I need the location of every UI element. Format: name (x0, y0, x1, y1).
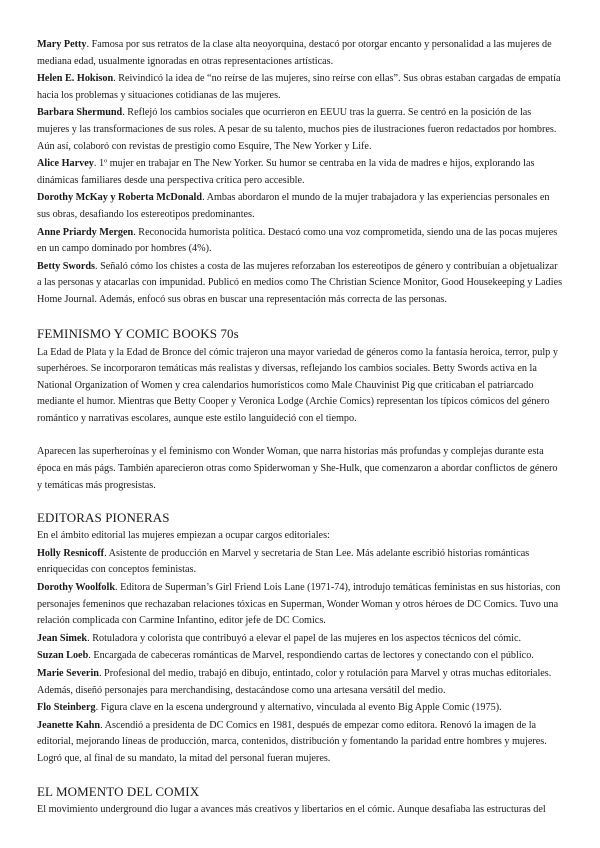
entry-jeanette-kahn (37, 718, 564, 768)
entry-text: . Figura clave en la escena underground y alternativo, vinculada al evento Big Apple Comic (1975). (95, 702, 502, 714)
entry-name: Betty Swords (37, 260, 96, 272)
feminismo-paragraph-2: Aparecen las superheroínas y el feminismo con Wonder Woman, que narra historias más profundas y complejas durante esta época en más págs. También aparecieron otras como Spiderwoman y She-Hulk, que comenzaron a abordar conflictos de género y temáticas más progresistas. (37, 446, 558, 491)
entry-marie-severin (37, 666, 564, 699)
entry-helen-hokison (37, 71, 564, 104)
entry-dorothy-woolfolk (37, 580, 564, 630)
entry-name: Dorothy Woolfolk (37, 582, 116, 594)
intro-entries (37, 37, 564, 309)
entry-alice-harvey (37, 156, 564, 189)
entry-betty-swords (37, 259, 564, 309)
entry-text: . 1º mujer en trabajar en The New Yorker. Su humor se centraba en la vida de madres e hijos, explorando las dinámicas familiares desde una perspectiva crítica pero accesible. (37, 158, 535, 186)
entry-text: . Famosa por sus retratos de la clase alta neoyorquina, destacó por otorgar encanto y personalidad a las mujeres de mediana edad, usualmente ignoradas en otras representaciones artísticas. (37, 39, 552, 67)
entry-name: Holly Resnicoff (37, 547, 105, 559)
entry-name: Helen E. Hokison (37, 73, 114, 85)
entry-name: Mary Petty (37, 39, 87, 50)
section-title-feminismo: FEMINISMO Y COMIC BOOKS 70s (37, 325, 239, 341)
entry-text: . Encargada de cabeceras románticas de Marvel, respondiendo cartas de lectores y conectando con el público. (88, 650, 534, 662)
entry-text: . Reivindicó la idea de “no reírse de las mujeres, sino reírse con ellas”. Sus obras estaban cargadas de empatía hacia los problemas y situaciones cotidianas de las mujeres. (37, 73, 561, 101)
entry-text: . Reconocida humorista política. Destacó como una voz comprometida, siendo una de las pocas mujeres en un campo dominado por hombres (4%). (37, 226, 558, 255)
entry-mary-petty (37, 37, 564, 70)
entry-holly-resnicoff (37, 546, 564, 579)
entry-text: . Editora de Superman’s Girl Friend Lois Lane (1971-74), introdujo temáticas feministas en sus historias, con personajes femeninos que rechazaban relaciones tóxicas en Superman, Wonder Woman y otros héroes de DC Comics. Tuvo una relación complicada con Carmine Infantino, editor jefe de DC Comics. (37, 582, 561, 627)
entry-text: . Asistente de producción en Marvel y secretaria de Stan Lee. Más adelante escribió historias románticas enriquecidas con conceptos feministas. (37, 547, 530, 576)
entry-name: Jean Simek (37, 632, 88, 644)
entry-name: Marie Severin (37, 668, 99, 679)
entry-text: . Profesional del medio, trabajó en dibujo, entintado, color y rotulación para Marvel y otras muchas editoriales. Además, diseñó personajes para merchandising, destacándose como una artesana versátil del medio. (37, 668, 552, 696)
entry-text: . Rotuladora y colorista que contribuyó a elevar el papel de las mujeres en los aspectos técnicos del cómic. (87, 632, 522, 644)
entry-name: Barbara Shermund (37, 107, 123, 119)
entry-text: . Reflejó los cambios sociales que ocurrieron en EEUU tras la guerra. Se centró en la posición de las mujeres y las transformaciones de sus roles. A pesar de su talento, muchos pies de ilustraciones fueron redactados por hombres. Aún así, colaboró con revistas de prestigio como Esquire, The New Yorker y Life. (37, 107, 557, 152)
entry-text: . Ambas abordaron el mundo de la mujer trabajadora y las experiencias personales en sus obras, desafiando los estereotipos predominantes. (37, 192, 550, 220)
entry-name: Alice Harvey (37, 158, 94, 170)
entry-mckay-mcdonald (37, 190, 564, 223)
entry-anne-mergen (37, 225, 564, 258)
entry-name: Jeanette Kahn (37, 719, 101, 731)
editoras-intro: En el ámbito editorial las mujeres empiezan a ocupar cargos editoriales: (37, 530, 330, 542)
entry-suzan-loeb (37, 648, 564, 665)
comix-paragraph-1: El movimiento underground dio lugar a avances más creativos y libertarios en el cómic. Aunque desafiaba las estructuras del (37, 803, 546, 815)
entry-name: Suzan Loeb (37, 650, 89, 662)
entry-barbara-shermund (37, 105, 564, 155)
entry-text: . Señaló cómo los chistes a costa de las mujeres reforzaban los estereotipos de género y contribuían a objetualizar a las personas y atacarlas con impunidad. Publicó en medios como The Christian Science Monitor, Good Housekeeping y Ladies Home Journal. Además, enfocó sus obras en buscar una representación más correcta de las personas. (37, 260, 563, 305)
entry-flo-steinberg (37, 700, 564, 717)
entry-name: Anne Priardy Mergen (37, 226, 134, 238)
entry-name: Flo Steinberg (37, 702, 96, 714)
feminismo-paragraph-1: La Edad de Plata y la Edad de Bronce del cómic trajeron una mayor variedad de géneros como la fantasía heroica, terror, pulp y superhéroes. Se incorporaron temáticas más realistas y diversas, reflejando los cambios sociales. Betty Swords activa en la National Organization of Women y crea calendarios humorísticos como Male Chauvinist Pig que criticaban el patriarcado mediante el humor. Mientras que Betty Cooper y Veronica Lodge (Archie Comics) representan los típicos cómicos del género romántico y narrativas escolares, aunque este estilo languideció con el tiempo. (37, 346, 558, 424)
entry-jean-simek (37, 631, 564, 648)
entry-text: . Ascendió a presidenta de DC Comics en 1981, después de empezar como editora. Renovó la imagen de la editorial, mejorando líneas de producción, marca, contenidos, distribución y fomentando la paridad entre hombres y mujeres. Logró que, al final de su mandato, la mitad del personal fueran mujeres. (37, 719, 547, 764)
entry-name: Dorothy McKay y Roberta McDonald (37, 192, 203, 204)
section-title-editoras: EDITORAS PIONERAS (37, 510, 170, 526)
section-title-comix: EL MOMENTO DEL COMIX (37, 783, 200, 799)
editoras-entries (37, 546, 564, 768)
